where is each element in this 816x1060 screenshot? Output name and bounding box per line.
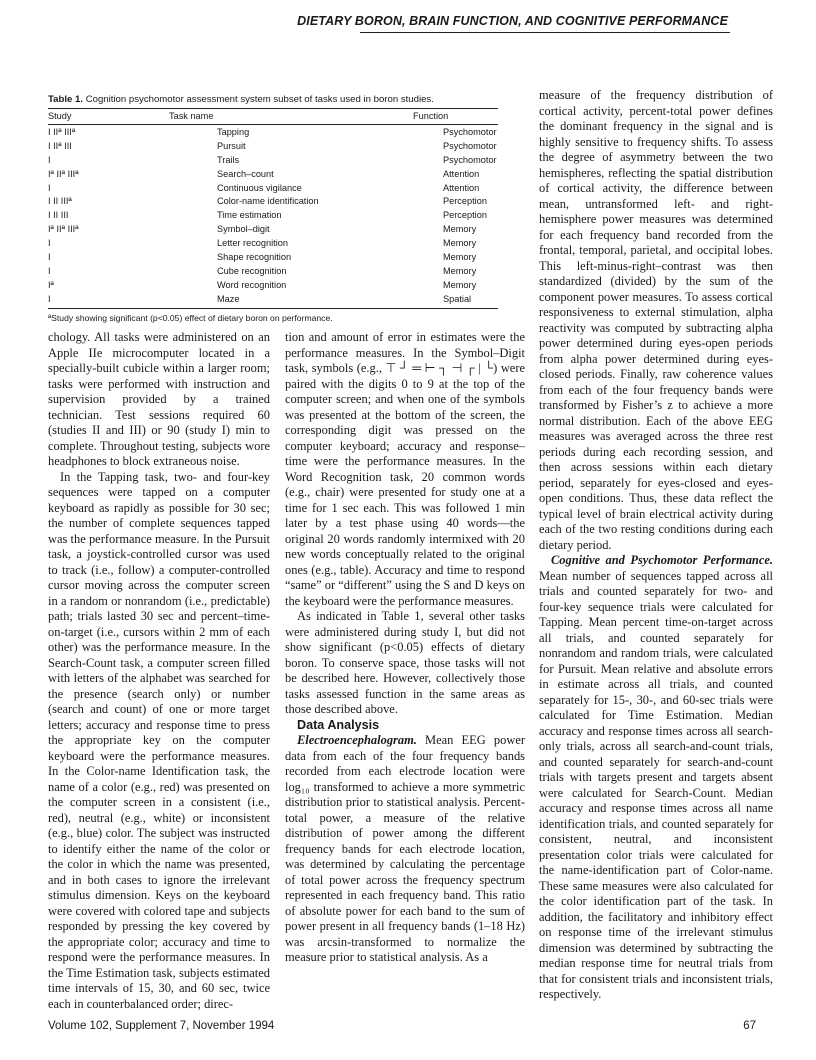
header-task-name: Task name (169, 109, 413, 125)
running-head: DIETARY BORON, BRAIN FUNCTION, AND COGNITIVE PERFORMANCE (297, 14, 728, 28)
cell-study: Iª IIª IIIª (48, 224, 79, 235)
table-row (48, 265, 498, 279)
table-row (48, 168, 498, 182)
header-study: Study (48, 109, 169, 125)
table-row (48, 195, 498, 209)
table-row (48, 154, 498, 168)
text-column-1 (48, 330, 270, 1012)
cell-study: I (48, 293, 169, 308)
page-number: 67 (743, 1020, 756, 1032)
table-caption-label: Table 1. (48, 94, 84, 105)
cell-function: Memory (443, 279, 477, 290)
table-row (48, 124, 498, 139)
cell-study: Iª IIª IIIª (48, 168, 79, 179)
table-row (48, 293, 498, 308)
cell-task: Letter recognition (217, 238, 288, 249)
cell-study: I (48, 238, 51, 249)
cell-task: Maze (169, 293, 413, 308)
cell-study: I IIª III (48, 140, 72, 151)
cell-study: I II IIIª (48, 196, 72, 207)
table-row (48, 140, 498, 154)
cell-task: Tapping (217, 126, 250, 137)
run-in-heading-eeg: Electroencephalogram. (297, 733, 417, 747)
cell-task: Shape recognition (217, 252, 292, 263)
cell-study: Iª (48, 279, 54, 290)
body-paragraph: As indicated in Table 1, several other tasks were administered during study I, but did not show significant (p<0.05) effects of dietary boron. To conserve space, those tasks will not be described here. However, collectively those tasks assessed function in the same areas as those described above. (285, 609, 525, 716)
body-paragraph: chology. All tasks were administered on an Apple IIe microcomputer located in a specially-built cubicle within a larger room; tasks were performed with instruction and supervision provided by a trained technician. Test sessions required 60 (studies II and III) or 90 (study I) min to complete. Throughout testing, subjects wore headphones to block extraneous noise. (48, 330, 270, 468)
cell-function: Memory (443, 224, 477, 235)
body-paragraph: measure of the frequency distribution of cortical activity, percent-total power defines the dominant frequency in the signal and is highly sensitive to frequency shifts. To assess the degree of asymmetry between the two hemispheres, reflecting the spatial distribution of cortical activity, the difference between mean, untransformed left- and right- hemisphere power measures was determined for each frequency band recorded from the frontal, temporal, parietal, and occipital lobes. This left-minus-right–contrast was then standardized (divided) by the sum of the component power measures. To assess cortical responsiveness to external stimulation, alpha reactivity was computed by subtracting alpha power determined during eyes-open periods from alpha power determined during eyes-closed periods. Finally, raw coherence values from each of the four frequency bands were transformed by Fisher’s z to achieve a more normal distribution. Each of the above EEG measures was averaged across the three rest periods during each recording session, and then across sessions within each dietary period, separately for eyes-closed and eyes-open conditions. Thus, these data reflect the typical level of brain electrical activity during each of the two resting conditions during each dietary period. (539, 88, 773, 552)
footer-journal-info: Volume 102, Supplement 7, November 1994 (48, 1020, 275, 1032)
cell-task: Symbol–digit (217, 224, 270, 235)
paragraph-text: Mean EEG power data from each of the four frequency bands recorded from each electrode location were log₁₀ transformed to achieve a more symmetric distribution prior to statistical analysis. Percent-total power, a measure of the relative distribution of power among the different frequency bands for each electrode location, was determined by calculating the percentage of total power across the frequency spectrum represented in each frequency band. This ratio of absolute power for each band to the sum of power present in all frequency bands (1–18 Hz) was arcsin-transformed to normalize the measure prior to statistical analysis. As a (285, 733, 525, 964)
section-heading-data-analysis: Data Analysis (297, 717, 380, 732)
run-in-heading-cognitive: Cognitive and Psychomotor Performance. (551, 553, 773, 567)
text-column-3 (539, 88, 773, 1003)
cell-study: I (48, 154, 51, 165)
cell-study: I (48, 182, 51, 193)
table-header-row (48, 109, 498, 125)
cell-function: Psychomotor (443, 154, 497, 165)
table-1 (48, 94, 498, 323)
cell-study: I IIª IIIª (48, 126, 76, 137)
text-column-2 (285, 330, 525, 966)
body-paragraph (285, 733, 525, 966)
body-paragraph (539, 553, 773, 1003)
cell-task: Color-name identification (217, 196, 319, 207)
table-row (48, 182, 498, 196)
table-row (48, 279, 498, 293)
tasks-table (48, 108, 498, 309)
table-caption (48, 94, 498, 105)
cell-task: Time estimation (217, 210, 282, 221)
cell-task: Trails (217, 154, 240, 165)
table-row (48, 237, 498, 251)
table-caption-text: Cognition psychomotor assessment system subset of tasks used in boron studies. (85, 94, 434, 105)
cell-task: Continuous vigilance (217, 182, 302, 193)
table-row (48, 209, 498, 223)
cell-study: I II III (48, 210, 69, 221)
table-footnote: ªStudy showing significant (p<0.05) effect of dietary boron on performance. (48, 312, 333, 323)
cell-function: Perception (443, 196, 487, 207)
cell-function: Spatial (413, 293, 498, 308)
cell-task: Search–count (217, 168, 274, 179)
cell-function: Attention (443, 168, 480, 179)
cell-task: Pursuit (217, 140, 246, 151)
cell-study: I (48, 265, 51, 276)
cell-task: Cube recognition (217, 265, 287, 276)
header-function: Function (413, 109, 498, 125)
cell-function: Memory (443, 238, 477, 249)
cell-study: I (48, 252, 51, 263)
cell-function: Psychomotor (443, 126, 497, 137)
cell-function: Attention (443, 182, 480, 193)
cell-function: Memory (443, 252, 477, 263)
cell-task: Word recognition (217, 279, 287, 290)
cell-function: Perception (443, 210, 487, 221)
body-paragraph: In the Tapping task, two- and four-key sequences were tapped on a computer keyboard as rapidly as possible for 30 sec; the number of complete sequences tapped was the performance measure. In the Pursuit task, a joystick-controlled cursor was used to track (i.e., follow) a computer-controlled cursor moving across the computer screen in a random or nonrandom (i.e., predictable) path; trials lasted 30 sec and percent–time-on-target (i.e., cursors within 2 mm of each other) was the performance measure. In the Search-Count task, a computer screen filled with letters of the alphabet was searched for the presence (search only) or number (search and count) of one or more target letters; accuracy and response time to press the appropriate key on the computer keyboard were the performance measures. In the Color-name Identification task, the name of a color (e.g., red) was presented on the computer screen in a consistent (i.e., red), neutral (e.g., white) or inconsistent (e.g., blue) color. The subject was instructed to identify either the name of the color or the color in which the name was presented, and in both cases to ignore the irrelevant stimulus dimension. Keys on the keyboard were covered with colored tape and subjects responded by pressing the key covered by the appropriate color; accuracy and time to respond were the performance measures. In the Time Estimation task, subjects estimated time intervals of 15, 30, and 60 sec, twice each in counterbalanced order; direc- (48, 469, 270, 1011)
table-row (48, 223, 498, 237)
cell-function: Memory (443, 265, 477, 276)
body-paragraph: tion and amount of error in estimates were the performance measures. In the Symbol–Digit task, symbols (e.g., ⊤ ┘ ═ ⊢ ┐ ⊣ ┌ | └) were paired with the digits 0 to 9 at the top of the computer screen; and when one of the symbols was presented at the bottom of the screen, the corresponding digit was pressed on the computer keyboard; accuracy and response–time were the performance measures. In the Word Recognition task, 20 common words (e.g., chair) were presented for study one at a time for 1 sec each. This was followed 1 min later by a test phase using 40 words—the original 20 words randomly intermixed with 20 new words conceptually related to the original ones (e.g., table). Accuracy and time to respond “same” or “different” using the S and D keys on the keyboard were the performance measures. (285, 330, 525, 608)
table-row (48, 251, 498, 265)
header-rule (360, 32, 730, 33)
cell-function: Psychomotor (443, 140, 497, 151)
paragraph-text: Mean number of sequences tapped across all trials and counted separately for two- and four-key sequence trials were calculated for Tapping. Mean percent time-on-target across all trials, and counted separately for nonrandom and random trials, were calculated for Pursuit. Mean relative and absolute errors in estimate across all trials, and counted separately for 15-, 30-, and 60-sec trials were calculated for Time Estimation. Median accuracy and response times across all search-only trials, across all search-and-count trials, and counted separately for search-and-count trials with targets present and targets absent were calculated for Search-Count. Median accuracy and response times across all name identification trials, and counted separately for consistent, neutral, and inconsistent presentation color trials were calculated for the name-identification part of Color-name. These same measures were also calculated for the color identification part of the task. In addition, the facilitatory and inhibitory effect on response time of the irrelevant stimulus dimension was determined by subtracting the median response time for neutral trials from that for consistent trials and inconsistent trials, respectively. (539, 568, 773, 1001)
